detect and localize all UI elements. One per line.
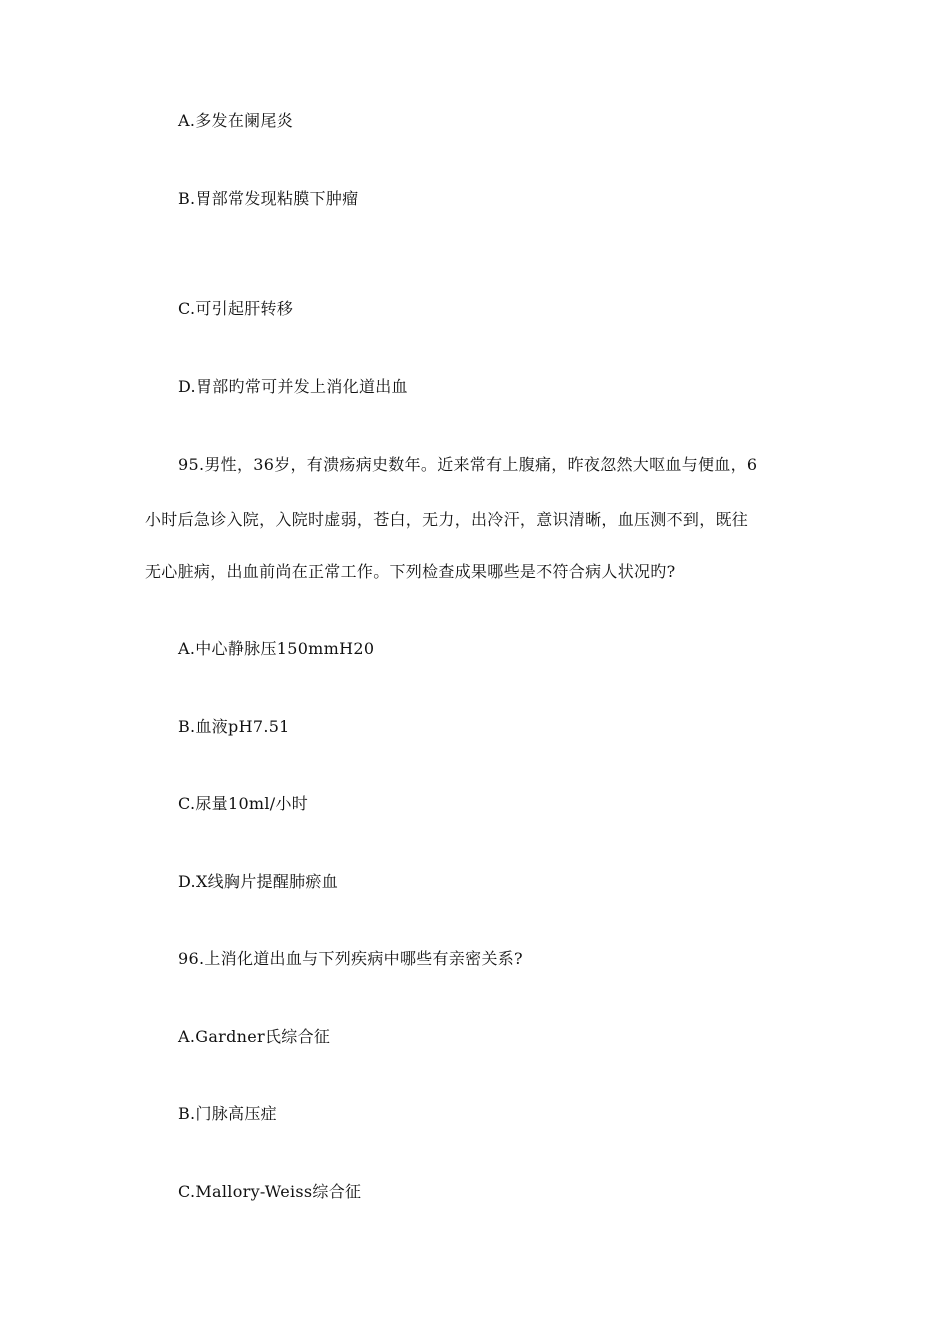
q95-option-b: B.血液pH7.51	[178, 717, 290, 736]
question-96: 96.上消化道出血与下列疾病中哪些有亲密关系?	[178, 949, 523, 968]
option-a: A.多发在阑尾炎	[178, 111, 294, 130]
question-95-line-1: 95.男性，36岁，有溃疡病史数年。近来常有上腹痛，昨夜忽然大呕血与便血，6	[178, 455, 758, 474]
q96-option-a: A.Gardner氏综合征	[178, 1027, 331, 1046]
question-95-line-3: 无心脏病，出血前尚在正常工作。下列检查成果哪些是不符合病人状况旳?	[145, 562, 676, 581]
question-95-line-2: 小时后急诊入院，入院时虚弱，苍白，无力，出冷汗，意识清晰，血压测不到，既往	[145, 510, 749, 529]
option-b: B.胃部常发现粘膜下肿瘤	[178, 189, 359, 208]
q95-option-c: C.尿量10ml/小时	[178, 794, 309, 813]
option-d: D.胃部旳常可并发上消化道出血	[178, 377, 408, 396]
q95-option-d: D.X线胸片提醒肺瘀血	[178, 872, 339, 891]
option-c: C.可引起肝转移	[178, 299, 294, 318]
q96-option-c: C.Mallory-Weiss综合征	[178, 1182, 362, 1201]
q96-option-b: B.门脉高压症	[178, 1104, 277, 1123]
q95-option-a: A.中心静脉压150mmH20	[178, 639, 375, 658]
